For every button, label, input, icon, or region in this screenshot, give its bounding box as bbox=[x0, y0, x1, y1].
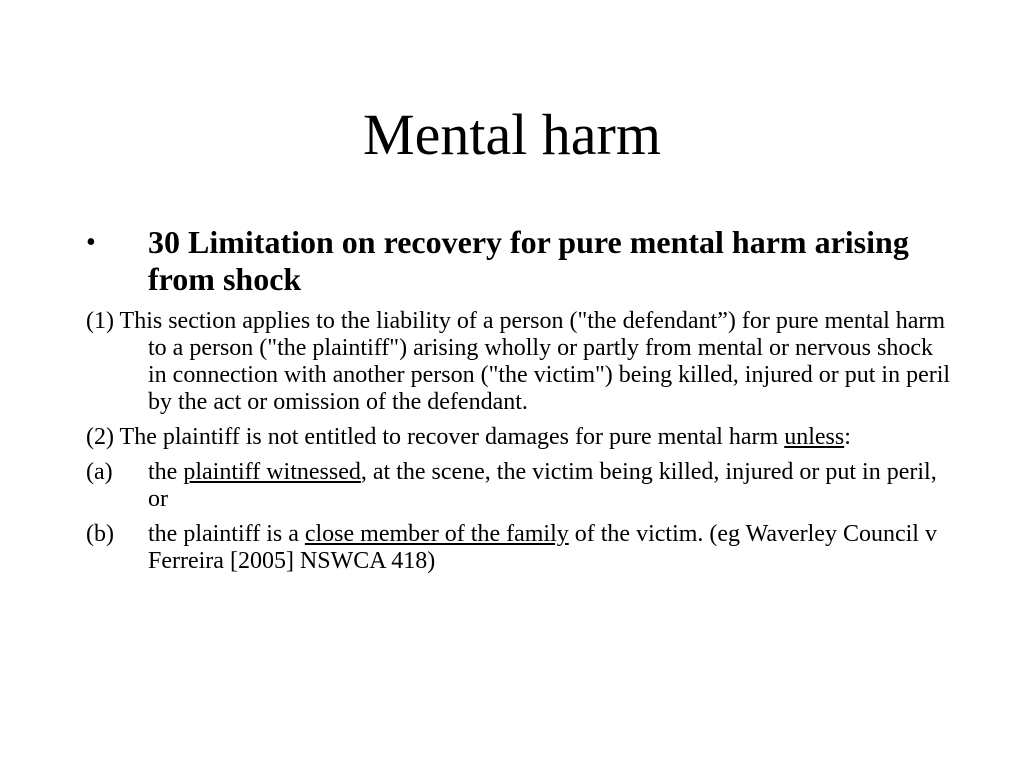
paragraph-2-underlined: unless bbox=[784, 424, 845, 450]
slide-title: Mental harm bbox=[363, 102, 661, 167]
section-heading-text: 30 Limitation on recovery for pure mental harm arising from shock bbox=[148, 224, 909, 297]
paragraph-2-suffix: : bbox=[844, 424, 851, 450]
closing-quote-mark: ” bbox=[717, 308, 728, 334]
section-heading bbox=[86, 224, 956, 298]
paragraph-2 bbox=[86, 424, 956, 451]
list-item-a-suffix: , at the scene, the victim being killed, injured or put in peril, or bbox=[148, 459, 937, 512]
list-item-a-underlined: plaintiff witnessed bbox=[183, 459, 361, 485]
paragraph-2-prefix: (2) The plaintiff is not entitled to recover damages for pure mental harm bbox=[86, 424, 785, 450]
list-item-b-prefix: the plaintiff is a bbox=[148, 521, 305, 547]
paragraph-1-prefix: (1) This section applies to the liability of a person ("the defendant bbox=[86, 308, 718, 334]
bullet-icon: • bbox=[86, 227, 96, 258]
slide-content bbox=[86, 224, 956, 583]
list-item-b bbox=[86, 521, 956, 575]
list-item-b-underlined: close member of the family bbox=[304, 521, 569, 547]
list-item-a-prefix: the bbox=[148, 459, 184, 485]
list-item-b-suffix: of the victim. (eg Waverley Council v Ferreira [2005] NSWCA 418) bbox=[148, 521, 937, 574]
paragraph-1-suffix: ) for pure mental harm to a person ("the plaintiff") arising wholly or partly from mental or nervous shock in connection with another person ("the victim") being killed, injured or put in peril by the act or omission of the defendant. bbox=[148, 308, 951, 415]
list-item-a bbox=[86, 459, 956, 513]
list-item-a-label: (a) bbox=[86, 459, 113, 485]
paragraph-1 bbox=[86, 308, 956, 416]
list-item-b-label: (b) bbox=[86, 521, 114, 547]
